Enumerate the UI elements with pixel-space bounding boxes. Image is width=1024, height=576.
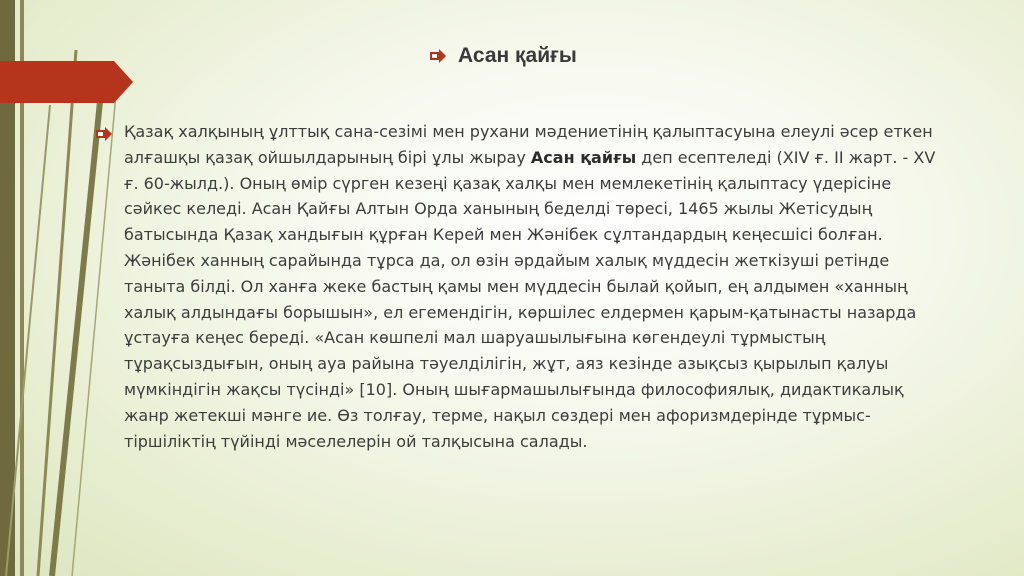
arrow-bullet-icon bbox=[430, 49, 446, 63]
paragraph-text-start: Қазақ халқының ұлттық сана-сезімі мен рухани мәдениетінің қалыптасуына елеулі әсер еткен алғашқы қазақ ойшылдарының бірі ұлы жырау bbox=[124, 122, 933, 167]
slide-title: Асан қайғы bbox=[458, 44, 577, 67]
red-accent-banner bbox=[0, 61, 133, 103]
body-paragraph bbox=[124, 119, 936, 454]
paragraph-text-end: деп есептеледі (XIV ғ. ІІ жарт. - XV ғ. 60-жылд.). Оның өмір сүрген кезеңі қазақ халқы мен мемлекетінің қалыптасу үдерісіне сәйкес келеді. Асан Қайғы Алтын Орда ханының беделді төресі, 1465 жылы Жетісудың батысында Қазақ хандығын құрған Керей мен Жәнібек сұлтандардың кеңесшісі болған. Жәнібек ханның сарайында тұрса да, ол өзін әрдайым халық мүддесін жеткізуші ретінде таныта білді. Ол ханға жеке бастың қамы мен мүддесін былай қойып, ең алдымен «ханның халық алдындағы борышын», ел егемендігін, көршілес елдермен қарым-қатынасты назарда ұстауға кеңес береді. «Асан көшпелі мал шаруашылығына көгендеулі тұрмыстың тұрақсыздығын, оның ауа райына тәуелділігін, жұт, аяз кезінде азықсыз қырылып қалуы мүмкіндігін жақсы түсінді» [10]. Оның шығармашылығында философиялық, дидактикалық жанр жетекші мәнге ие. Өз толғау, терме, нақыл сөздері мен афоризмдерінде тұрмыс-тіршіліктің түйінді мәселелерін ой талқысына салады. bbox=[124, 147, 936, 451]
body-block bbox=[96, 119, 936, 470]
title-row bbox=[430, 44, 577, 68]
arrow-bullet-icon bbox=[96, 127, 112, 146]
paragraph-bold-name: Асан қайғы bbox=[530, 147, 637, 167]
